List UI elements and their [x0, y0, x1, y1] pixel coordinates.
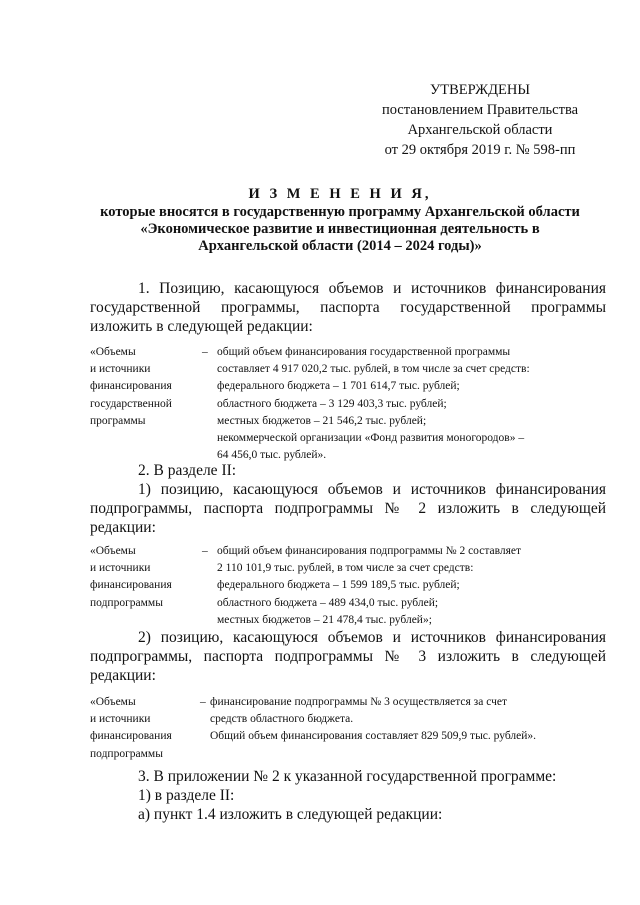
table-right-cell: областного бюджета – 3 129 403,3 тыс. рублей; — [217, 397, 447, 410]
table-right-cell: Общий объем финансирования составляет 829 509,9 тыс. рублей». — [210, 730, 537, 743]
paragraph-line: подпрограммы, паспорта подпрограммы № 2 изложить в следующей — [90, 500, 606, 517]
section-2b-paragraph — [90, 628, 606, 685]
table-right-cell: 64 456,0 тыс. рублей». — [217, 449, 327, 462]
table-right-cell: общий объем финансирования подпрограммы № 2 составляет — [217, 545, 522, 557]
section-2-paragraph — [90, 461, 606, 537]
table-right-cell: составляет 4 917 020,2 тыс. рублей, в том числе за счет средств: — [217, 363, 530, 376]
title-line: которые вносятся в государственную программу Архангельской области — [100, 204, 580, 220]
table-right-cell: федерального бюджета – 1 701 614,7 тыс. рублей; — [217, 380, 460, 393]
table-right-cell: некоммерческой организации «Фонд развития моногородов» – — [217, 432, 525, 445]
table-right-cell: местных бюджетов – 21 546,2 тыс. рублей; — [217, 414, 427, 427]
table-left-column — [90, 543, 200, 612]
approval-line: постановлением Правительства — [381, 102, 579, 118]
approval-block — [360, 80, 600, 160]
table-left-cell: государственной — [90, 397, 172, 410]
table-right-cell: федерального бюджета – 1 599 189,5 тыс. рублей; — [217, 579, 460, 592]
table-right-column — [217, 543, 521, 629]
table-left-cell: подпрограммы — [90, 596, 163, 609]
paragraph-line: редакции: — [90, 667, 156, 684]
approval-line: Архангельской области — [407, 122, 553, 138]
table-left-cell: «Объемы — [90, 346, 136, 358]
paragraph-line: 1) в разделе II: — [138, 787, 235, 804]
table-dash: – — [202, 545, 208, 557]
table-left-cell: финансирования — [90, 380, 172, 393]
document-title — [60, 186, 620, 255]
table-dash: – — [202, 346, 208, 358]
table-left-column — [90, 694, 200, 763]
title-line: «Экономическое развитие и инвестиционная деятельность в — [140, 221, 540, 237]
table-left-column — [90, 344, 200, 430]
table-right-cell: 2 110 101,9 тыс. рублей, в том числе за счет средств: — [217, 562, 474, 575]
table-funding-subprogram-3 — [90, 694, 610, 766]
section-3-paragraph — [90, 767, 606, 824]
table-left-cell: финансирования — [90, 579, 172, 592]
title-line: Архангельской области (2014 – 2024 годы)» — [198, 238, 482, 254]
paragraph-line: государственной программы, паспорта государственной программы — [90, 299, 606, 316]
table-funding-subprogram-2 — [90, 543, 610, 631]
paragraph-line: подпрограммы, паспорта подпрограммы № 3 изложить в следующей — [90, 648, 606, 665]
table-left-cell: финансирования — [90, 730, 172, 743]
table-right-column — [210, 694, 536, 746]
paragraph-line: 1. Позицию, касающуюся объемов и источников финансирования — [138, 280, 606, 297]
table-funding-program — [90, 344, 610, 466]
table-right-cell: средств областного бюджета. — [210, 713, 354, 726]
table-right-cell: областного бюджета – 489 434,0 тыс. рублей; — [217, 596, 439, 609]
paragraph-line: а) пункт 1.4 изложить в следующей редакции: — [138, 806, 443, 823]
section-1-paragraph — [90, 279, 606, 336]
paragraph-line: 1) позицию, касающуюся объемов и источников финансирования — [138, 481, 606, 498]
paragraph-line: 2. В разделе II: — [138, 462, 237, 479]
approval-line: от 29 октября 2019 г. № 598-пп — [384, 142, 576, 158]
table-left-cell: и источники — [90, 363, 151, 376]
table-right-cell: общий объем финансирования государственной программы — [217, 346, 511, 358]
table-right-column — [217, 344, 530, 464]
paragraph-line: редакции: — [90, 519, 156, 536]
table-dash: – — [200, 696, 206, 708]
table-left-cell: подпрограммы — [90, 747, 163, 760]
paragraph-line: 3. В приложении № 2 к указанной государственной программе: — [138, 768, 557, 785]
table-left-cell: «Объемы — [90, 545, 136, 557]
paragraph-line: 2) позицию, касающуюся объемов и источников финансирования — [138, 629, 606, 646]
table-right-cell: финансирование подпрограммы № 3 осуществляется за счет — [210, 696, 507, 708]
table-left-cell: и источники — [90, 713, 151, 726]
table-left-cell: и источники — [90, 562, 151, 575]
paragraph-line: изложить в следующей редакции: — [90, 318, 313, 335]
table-right-cell: местных бюджетов – 21 478,4 тыс. рублей»; — [217, 613, 432, 626]
approval-line: УТВЕРЖДЕНЫ — [429, 82, 531, 98]
title-heading: И З М Е Н Е Н И Я, — [248, 186, 432, 202]
table-left-cell: «Объемы — [90, 696, 136, 708]
table-left-cell: программы — [90, 414, 146, 427]
